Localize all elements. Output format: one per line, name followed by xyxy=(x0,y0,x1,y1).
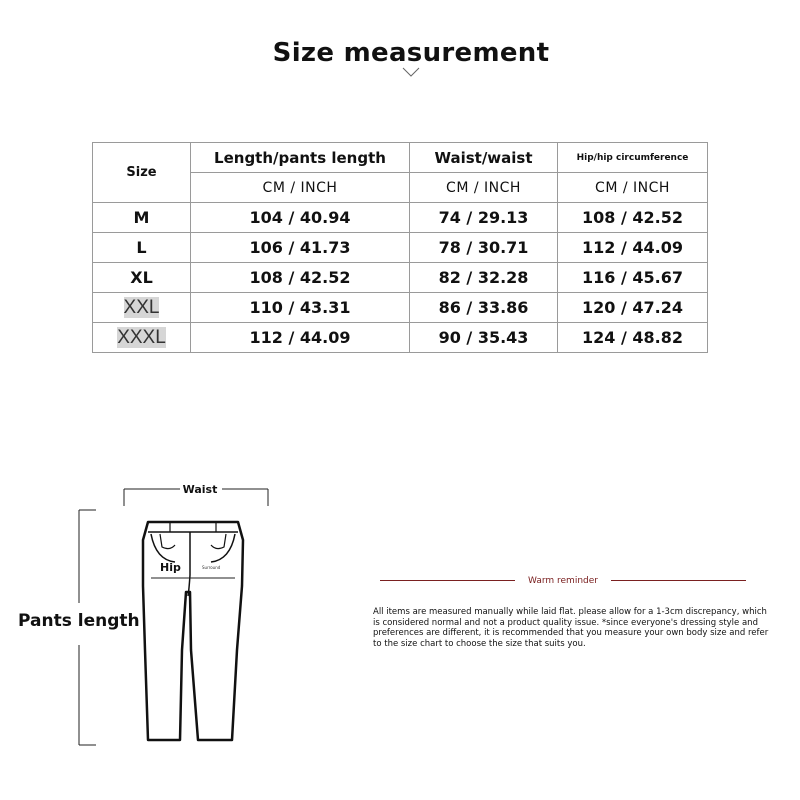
hip-cell: 124 / 48.82 xyxy=(558,323,708,353)
table-row xyxy=(93,293,708,323)
waist-header: Waist/waist xyxy=(410,143,558,173)
size-cell: M xyxy=(93,203,191,233)
reminder-title: Warm reminder xyxy=(528,576,598,586)
unit-label: CM / INCH xyxy=(191,173,410,203)
size-cell-text: XXL xyxy=(123,296,160,318)
length-cell: 108 / 42.52 xyxy=(191,263,410,293)
unit-label: CM / INCH xyxy=(410,173,558,203)
size-cell-text: XXXL xyxy=(117,326,166,348)
waist-cell: 78 / 30.71 xyxy=(410,233,558,263)
size-cell: XL xyxy=(93,263,191,293)
hip-sub-label: Surround xyxy=(202,565,221,570)
table-row xyxy=(93,203,708,233)
pants-length-label: Pants length xyxy=(18,611,140,631)
table-row xyxy=(93,233,708,263)
waist-cell: 90 / 35.43 xyxy=(410,323,558,353)
unit-label: CM / INCH xyxy=(558,173,708,203)
length-cell: 106 / 41.73 xyxy=(191,233,410,263)
waist-cell: 74 / 29.13 xyxy=(410,203,558,233)
hip-cell: 108 / 42.52 xyxy=(558,203,708,233)
hip-header: Hip/hip circumference xyxy=(558,143,708,173)
waist-cell: 86 / 33.86 xyxy=(410,293,558,323)
length-header: Length/pants length xyxy=(191,143,410,173)
table-row xyxy=(93,323,708,353)
waist-cell: 82 / 32.28 xyxy=(410,263,558,293)
length-cell: 110 / 43.31 xyxy=(191,293,410,323)
length-cell: 104 / 40.94 xyxy=(191,203,410,233)
hip-cell: 112 / 44.09 xyxy=(558,233,708,263)
chevron-down-icon xyxy=(401,66,421,78)
table-row xyxy=(93,263,708,293)
reminder-text: All items are measured manually while laid flat. please allow for a 1-3cm discrepancy, which is considered normal and not a product quality issue. *since everyone's dressing style and preferences are different, it is recommended that you measure your own body size and refer to the size chart to choose the size that suits you. xyxy=(373,607,769,649)
hip-cell: 120 / 47.24 xyxy=(558,293,708,323)
length-cell: 112 / 44.09 xyxy=(191,323,410,353)
waist-label: Waist xyxy=(182,483,218,496)
reminder-divider-left xyxy=(380,580,515,581)
hip-label: Hip xyxy=(160,561,181,574)
table-header-row xyxy=(93,143,708,173)
reminder-divider-right xyxy=(611,580,746,581)
size-cell xyxy=(93,293,191,323)
hip-cell: 116 / 45.67 xyxy=(558,263,708,293)
size-header: Size xyxy=(93,143,191,203)
pants-icon xyxy=(143,522,243,740)
size-cell xyxy=(93,323,191,353)
size-table xyxy=(92,142,708,353)
size-cell: L xyxy=(93,233,191,263)
page-title: Size measurement xyxy=(272,38,550,68)
